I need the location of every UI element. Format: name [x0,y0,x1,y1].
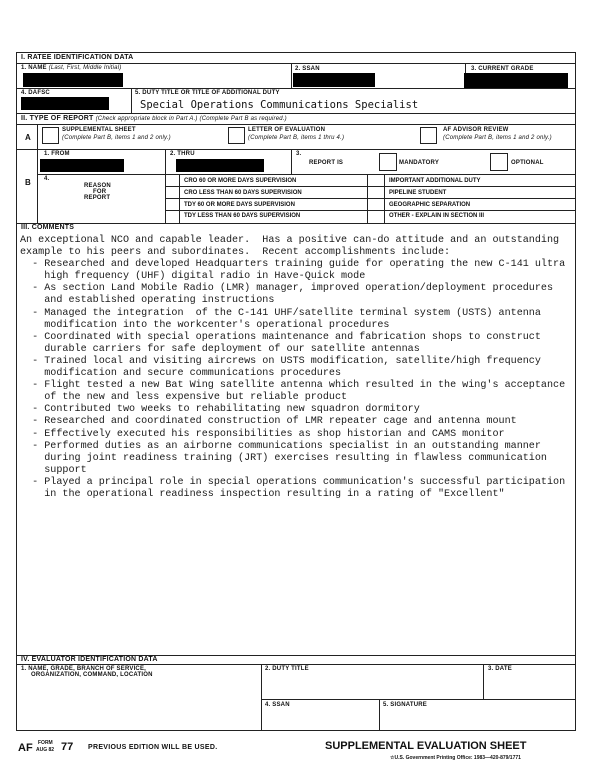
evaluator-ssan-label: 4. SSAN [265,702,290,708]
footer-form: FORM [38,740,53,746]
footer-af: AF [18,742,33,754]
footer-date: AUG 82 [36,747,55,753]
report-is-num: 3. [296,151,302,157]
report-is-label: REPORT IS [309,160,344,166]
comment-line: modification into the workcenter's operational procedures [20,319,390,331]
reason-label-2: FOR [93,189,107,195]
reason-geographic-separation: GEOGRAPHIC SEPARATION [389,202,471,208]
advisor-label: AF ADVISOR REVIEW [443,127,509,133]
reason-pipeline-student: PIPELINE STUDENT [389,190,447,196]
optional-checkbox[interactable] [490,153,508,171]
reason-num: 4. [44,176,50,182]
footer-form-number: 77 [61,741,74,753]
redacted-name [23,73,123,87]
reason-tdy-less-60: TDY LESS THAN 60 DAYS SUPERVISION [184,213,301,219]
thru-label: 2. THRU [170,151,195,157]
comment-line: - As section Land Mobile Radio (LMR) manager, improved operation/deployment procedures [20,283,554,295]
reason-label-1: REASON [84,183,111,189]
comment-line: during joint readiness training (JRT) exercises resulting in flawless communication [20,452,547,464]
comment-line: high frequency (UHF) digital radio in Have-Quick mode [20,271,366,283]
comment-line: - Researched and coordinated construction of LMR repeater cage and antenna mount [20,416,517,428]
reason-label-3: REPORT [84,195,111,201]
grade-label: 3. CURRENT GRADE [471,66,534,72]
duty-title-value: Special Operations Communications Specialist [140,99,419,111]
comment-line: durable carriers for safe deployment of our satellite antennas [20,343,420,355]
evaluator-name-label-1: 1. NAME, GRADE, BRANCH OF SERVICE, [21,666,147,672]
supplemental-label: SUPPLEMENTAL SHEET [62,127,136,133]
comment-line: - Researched and developed Headquarters training guide for operating the new C-141 ultra [20,259,566,271]
comment-line: and established operating instructions [20,295,275,307]
reason-additional-duty: IMPORTANT ADDITIONAL DUTY [389,178,481,184]
footer-title: SUPPLEMENTAL EVALUATION SHEET [325,740,527,752]
comment-line: - Contributed two weeks to rehabilitating new squadron dormitory [20,404,420,416]
redacted-grade [464,73,568,88]
section-ii-header: II. TYPE OF REPORT (Check appropriate block in Part A.) (Complete Part B as required.) [21,115,287,122]
reason-cro-60-plus: CRO 60 OR MORE DAYS SUPERVISION [184,178,297,184]
comment-line: - Effectively executed his responsibilities as shop historian and CAMS monitor [20,428,505,440]
comment-line: support [20,464,87,476]
reason-cro-less-60: CRO LESS THAN 60 DAYS SUPERVISION [184,190,302,196]
comment-line: modification and secure communications procedures [20,368,342,380]
redacted-dafsc [21,97,109,110]
name-label: 1. NAME (Last, First, Middle Initial) [21,65,122,71]
af-advisor-review-checkbox[interactable] [420,127,437,144]
evaluator-name-label-2: ORGANIZATION, COMMAND, LOCATION [31,672,153,678]
section-iii-header: III. COMMENTS [21,224,75,231]
comment-line: - Played a principal role in special operations communication's successful participation [20,476,566,488]
evaluator-duty-title-label: 2. DUTY TITLE [265,666,309,672]
from-label: 1. FROM [44,151,70,157]
comment-line: An exceptional NCO and capable leader. Has a positive can-do attitude and an outstanding [20,235,560,246]
comment-line: - Managed the integration of the C-141 UHF/satellite terminal system (USTS) antenna [20,307,541,319]
reason-tdy-60-plus: TDY 60 OR MORE DAYS SUPERVISION [184,202,295,208]
redacted-ssan [293,73,375,87]
comment-line: in the operational readiness inspection resulting in a rating of "Excellent" [20,488,505,500]
comment-line: - Coordinated with special operations maintenance and fabrication shops to construct [20,331,541,343]
duty-title-label: 5. DUTY TITLE OR TITLE OF ADDITIONAL DUTY [135,90,280,96]
supplemental-sheet-checkbox[interactable] [42,127,59,144]
footer-printing: ☆U.S. Government Printing Office: 1983—420-879/1771 [390,755,521,761]
evaluator-signature-label: 5. SIGNATURE [383,702,427,708]
mandatory-checkbox[interactable] [379,153,397,171]
redacted-thru [176,159,264,172]
section-i-header: I. RATEE IDENTIFICATION DATA [21,54,134,61]
comments-text [20,235,580,501]
letter-label: LETTER OF EVALUATION [248,127,326,133]
section-iv-header: IV. EVALUATOR IDENTIFICATION DATA [21,656,158,663]
letter-of-evaluation-checkbox[interactable] [228,127,245,144]
dafsc-label: 4. DAFSC [21,90,50,96]
reason-other: OTHER - EXPLAIN IN SECTION III [389,213,485,219]
comment-line: - Trained local and visiting aircrews on USTS modification, satellite/high frequency [20,355,541,367]
row-a-label: A [25,133,31,142]
ssan-label: 2. SSAN [295,66,320,72]
comment-line: - Flight tested a new Bat Wing satellite antenna which resulted in the wing's acceptance [20,380,566,392]
letter-hint: (Complete Part B, items 1 thru 4.) [248,135,345,141]
comment-line: example to his peers and subordinates. Recent accomplishments include: [20,247,451,259]
row-b-label: B [25,178,31,187]
footer-previous-edition: PREVIOUS EDITION WILL BE USED. [88,744,218,751]
evaluator-date-label: 3. DATE [488,666,512,672]
optional-label: OPTIONAL [511,160,544,166]
supplemental-hint: (Complete Part B, items 1 and 2 only.) [62,135,171,141]
redacted-from [40,159,124,172]
comment-line: - Performed duties as an airborne communications specialist in an outstanding manner [20,440,541,452]
comment-line: of the new and less expensive but reliable product [20,392,348,404]
advisor-hint: (Complete Part B, items 1 and 2 only.) [443,135,552,141]
mandatory-label: MANDATORY [399,160,440,166]
